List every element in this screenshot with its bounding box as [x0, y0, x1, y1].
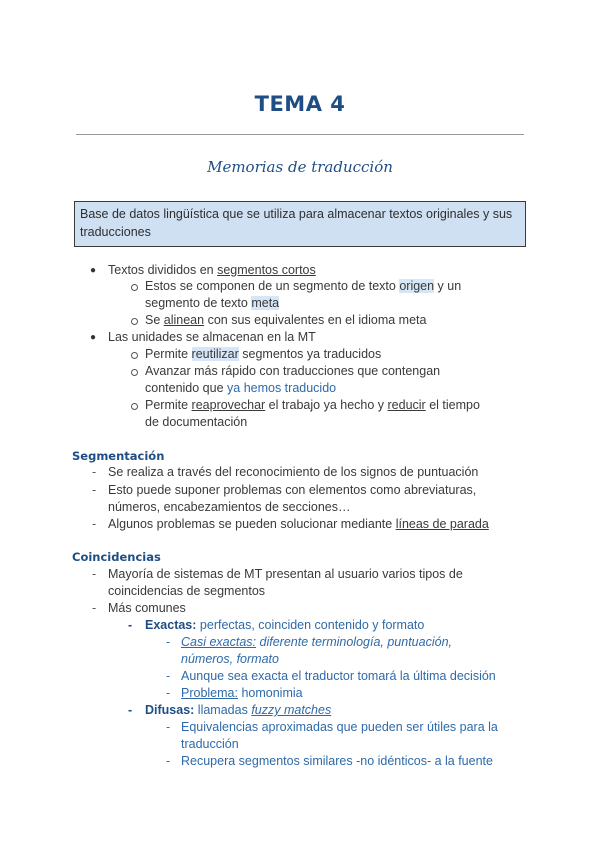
list-item-continuation: traducción [181, 737, 239, 751]
dash-bullet: - [92, 483, 97, 497]
list-item-continuation: de documentación [145, 415, 248, 429]
list-item: Casi exactas: diferente terminología, puntuación, [181, 635, 452, 649]
list-item: Recupera segmentos similares -no idénticos- a la fuente [181, 754, 493, 768]
section-subtitle: Memorias de traducción [207, 158, 393, 176]
hollow-bullet-icon [131, 284, 138, 291]
dash-bullet: - [92, 517, 97, 531]
list-item: Avanzar más rápido con traducciones que contengan [145, 364, 441, 378]
dash-bullet: - [166, 754, 171, 768]
page-title: TEMA 4 [254, 92, 346, 116]
hollow-bullet-icon [131, 318, 138, 325]
list-item: Las unidades se almacenan en la MT [108, 330, 316, 344]
list-item: Permite reaprovechar el trabajo ya hecho y reducir el tiempo [145, 398, 480, 412]
bullet-icon: ● [90, 332, 97, 343]
list-item: Exactas: perfectas, coinciden contenido y formato [145, 618, 425, 632]
dash-bullet: - [128, 703, 133, 717]
dash-bullet: - [166, 635, 171, 649]
dash-bullet: - [128, 618, 133, 632]
dash-bullet: - [92, 465, 97, 479]
list-item-continuation: números, encabezamientos de secciones… [108, 500, 351, 514]
list-item: Aunque sea exacta el traductor tomará la última decisión [181, 669, 496, 683]
list-item: Se realiza a través del reconocimiento de los signos de puntuación [108, 465, 479, 479]
list-item-continuation: segmento de texto meta [145, 296, 280, 310]
hollow-bullet-icon [131, 369, 138, 376]
dash-bullet: - [92, 601, 97, 615]
list-item: Problema: homonimia [181, 686, 303, 700]
list-item: Permite reutilizar segmentos ya traducidos [145, 347, 382, 361]
list-item: Equivalencias aproximadas que pueden ser útiles para la [181, 720, 498, 734]
hollow-bullet-icon [131, 352, 138, 359]
section-heading-segmentacion: Segmentación [72, 449, 165, 463]
dash-bullet: - [166, 686, 171, 700]
list-item: Se alinean con sus equivalentes en el idioma meta [145, 313, 427, 327]
list-item: Mayoría de sistemas de MT presentan al usuario varios tipos de [108, 567, 463, 581]
list-item-continuation: coincidencias de segmentos [108, 584, 266, 598]
dash-bullet: - [166, 669, 171, 683]
list-item-continuation: números, formato [181, 652, 279, 666]
dash-bullet: - [166, 720, 171, 734]
list-item: Esto puede suponer problemas con elementos como abreviaturas, [108, 483, 477, 497]
definition-box [74, 201, 526, 247]
dash-bullet: - [92, 567, 97, 581]
title-divider [76, 134, 524, 135]
list-item: Textos divididos en segmentos cortos [108, 263, 316, 277]
list-item: Más comunes [108, 601, 186, 615]
hollow-bullet-icon [131, 403, 138, 410]
list-item: Estos se componen de un segmento de texto origen y un [145, 279, 462, 293]
list-item: Algunos problemas se pueden solucionar mediante líneas de parada [108, 517, 489, 531]
list-item: Difusas: llamadas fuzzy matches [145, 703, 332, 717]
list-item-continuation: contenido que ya hemos traducido [145, 381, 337, 395]
bullet-icon: ● [90, 265, 97, 276]
section-heading-coincidencias: Coincidencias [72, 550, 161, 564]
definition-text: Base de datos lingüística que se utiliza para almacenar textos originales y sus traducciones [80, 207, 513, 239]
